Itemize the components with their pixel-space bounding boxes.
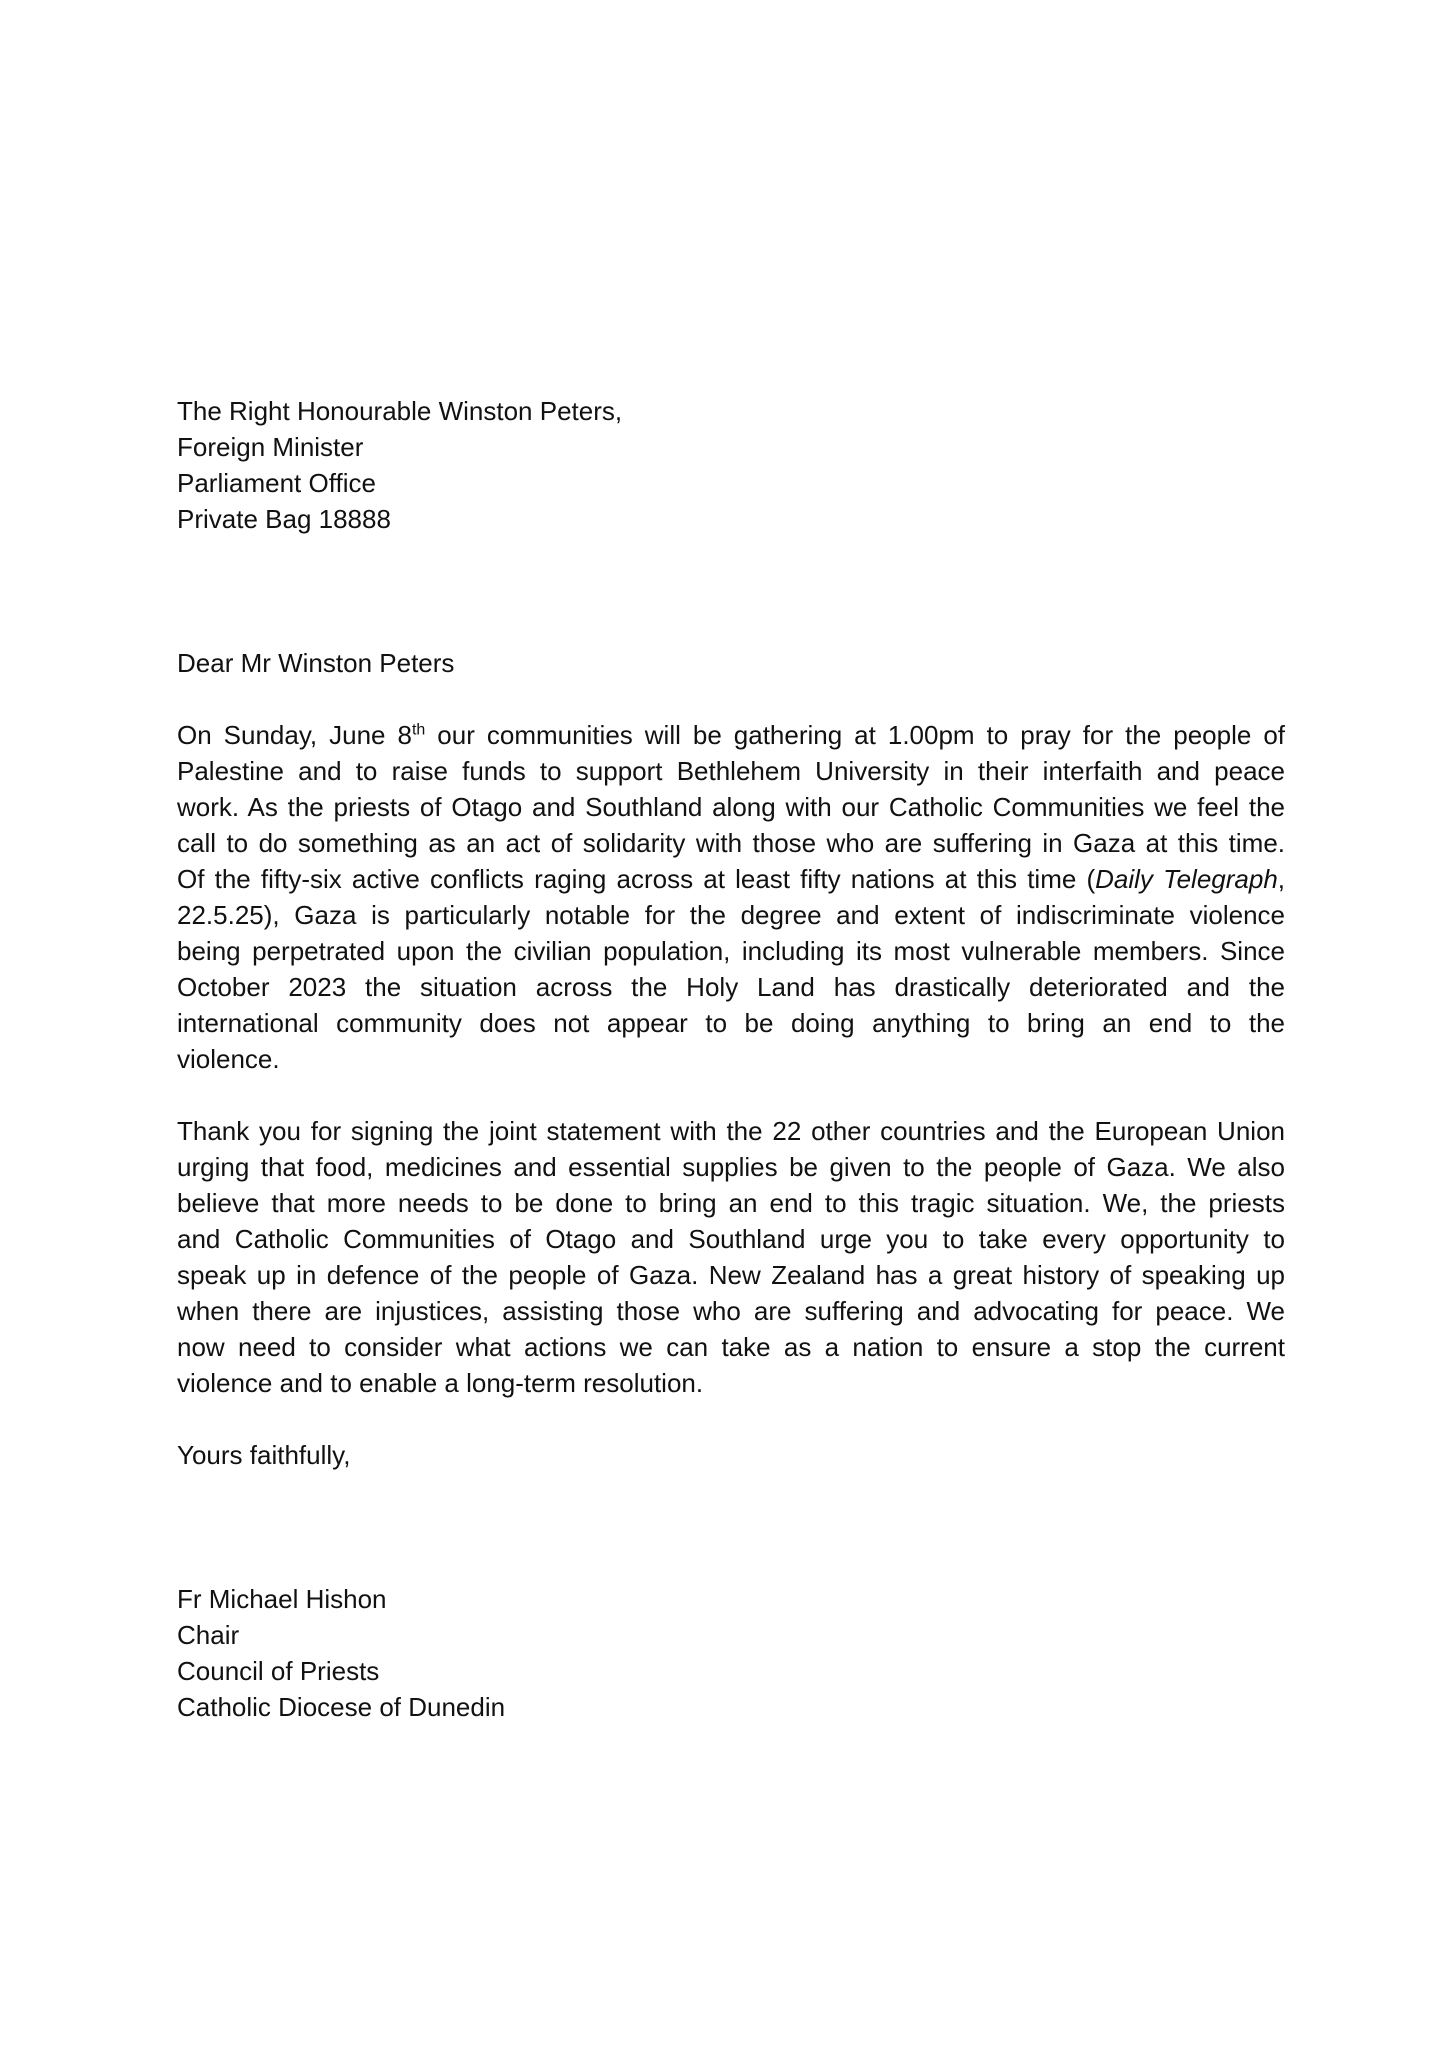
signatory-organisation: Catholic Diocese of Dunedin <box>177 1692 506 1722</box>
body-paragraph-1 <box>177 717 1285 1077</box>
recipient-title: Foreign Minister <box>177 432 364 462</box>
signatory-role: Chair <box>177 1620 240 1650</box>
paragraph-line: work. As the priests of Otago and Southland along with our Catholic Communities we feel the <box>177 792 1285 822</box>
signatory-name: Fr Michael Hishon <box>177 1584 387 1614</box>
closing <box>177 1437 1285 1473</box>
paragraph-line: violence. <box>177 1044 280 1074</box>
paragraph-line: Thank you for signing the joint statement with the 22 other countries and the European Union <box>177 1116 1285 1146</box>
signature-block <box>177 1581 1285 1725</box>
paragraph-line: Palestine and to raise funds to support Bethlehem University in their interfaith and peace <box>177 756 1285 786</box>
paragraph-line: believe that more needs to be done to bring an end to this tragic situation. We, the priests <box>177 1188 1285 1218</box>
paragraph-line: and Catholic Communities of Otago and Southland urge you to take every opportunity to <box>177 1224 1285 1254</box>
text-run: , <box>1277 864 1286 894</box>
signatory-body: Council of Priests <box>177 1656 380 1686</box>
salutation-text: Dear Mr Winston Peters <box>177 648 455 678</box>
text-run: On Sunday, June 8 <box>177 720 412 750</box>
body-paragraph-2 <box>177 1113 1285 1401</box>
paragraph-line: when there are injustices, assisting those who are suffering and advocating for peace. We <box>177 1296 1285 1326</box>
paragraph-line: being perpetrated upon the civilian population, including its most vulnerable members. Since <box>177 936 1285 966</box>
paragraph-line <box>177 861 1285 897</box>
paragraph-line: 22.5.25), Gaza is particularly notable for the degree and extent of indiscriminate violence <box>177 900 1285 930</box>
paragraph-line: call to do something as an act of solidarity with those who are suffering in Gaza at this time. <box>177 828 1285 858</box>
recipient-postal: Private Bag 18888 <box>177 504 391 534</box>
recipient-office: Parliament Office <box>177 468 376 498</box>
publication-title: Daily Telegraph <box>1095 864 1278 894</box>
paragraph-line: October 2023 the situation across the Holy Land has drastically deteriorated and the <box>177 972 1285 1002</box>
paragraph-line: speak up in defence of the people of Gaza. New Zealand has a great history of speaking up <box>177 1260 1285 1290</box>
ordinal-suffix: th <box>411 721 426 739</box>
paragraph-line: urging that food, medicines and essential supplies be given to the people of Gaza. We also <box>177 1152 1285 1182</box>
closing-text: Yours faithfully, <box>177 1440 351 1470</box>
recipient-name: The Right Honourable Winston Peters, <box>177 396 623 426</box>
text-run: our communities will be gathering at 1.00pm to pray for the people of <box>425 720 1286 750</box>
paragraph-line <box>177 717 1285 753</box>
salutation <box>177 645 1285 681</box>
paragraph-line: international community does not appear to be doing anything to bring an end to the <box>177 1008 1285 1038</box>
paragraph-line: now need to consider what actions we can take as a nation to ensure a stop the current <box>177 1332 1285 1362</box>
recipient-address <box>177 393 1285 537</box>
paragraph-line: violence and to enable a long-term resolution. <box>177 1368 704 1398</box>
text-run: Of the fifty-six active conflicts raging across at least fifty nations at this time ( <box>177 864 1096 894</box>
